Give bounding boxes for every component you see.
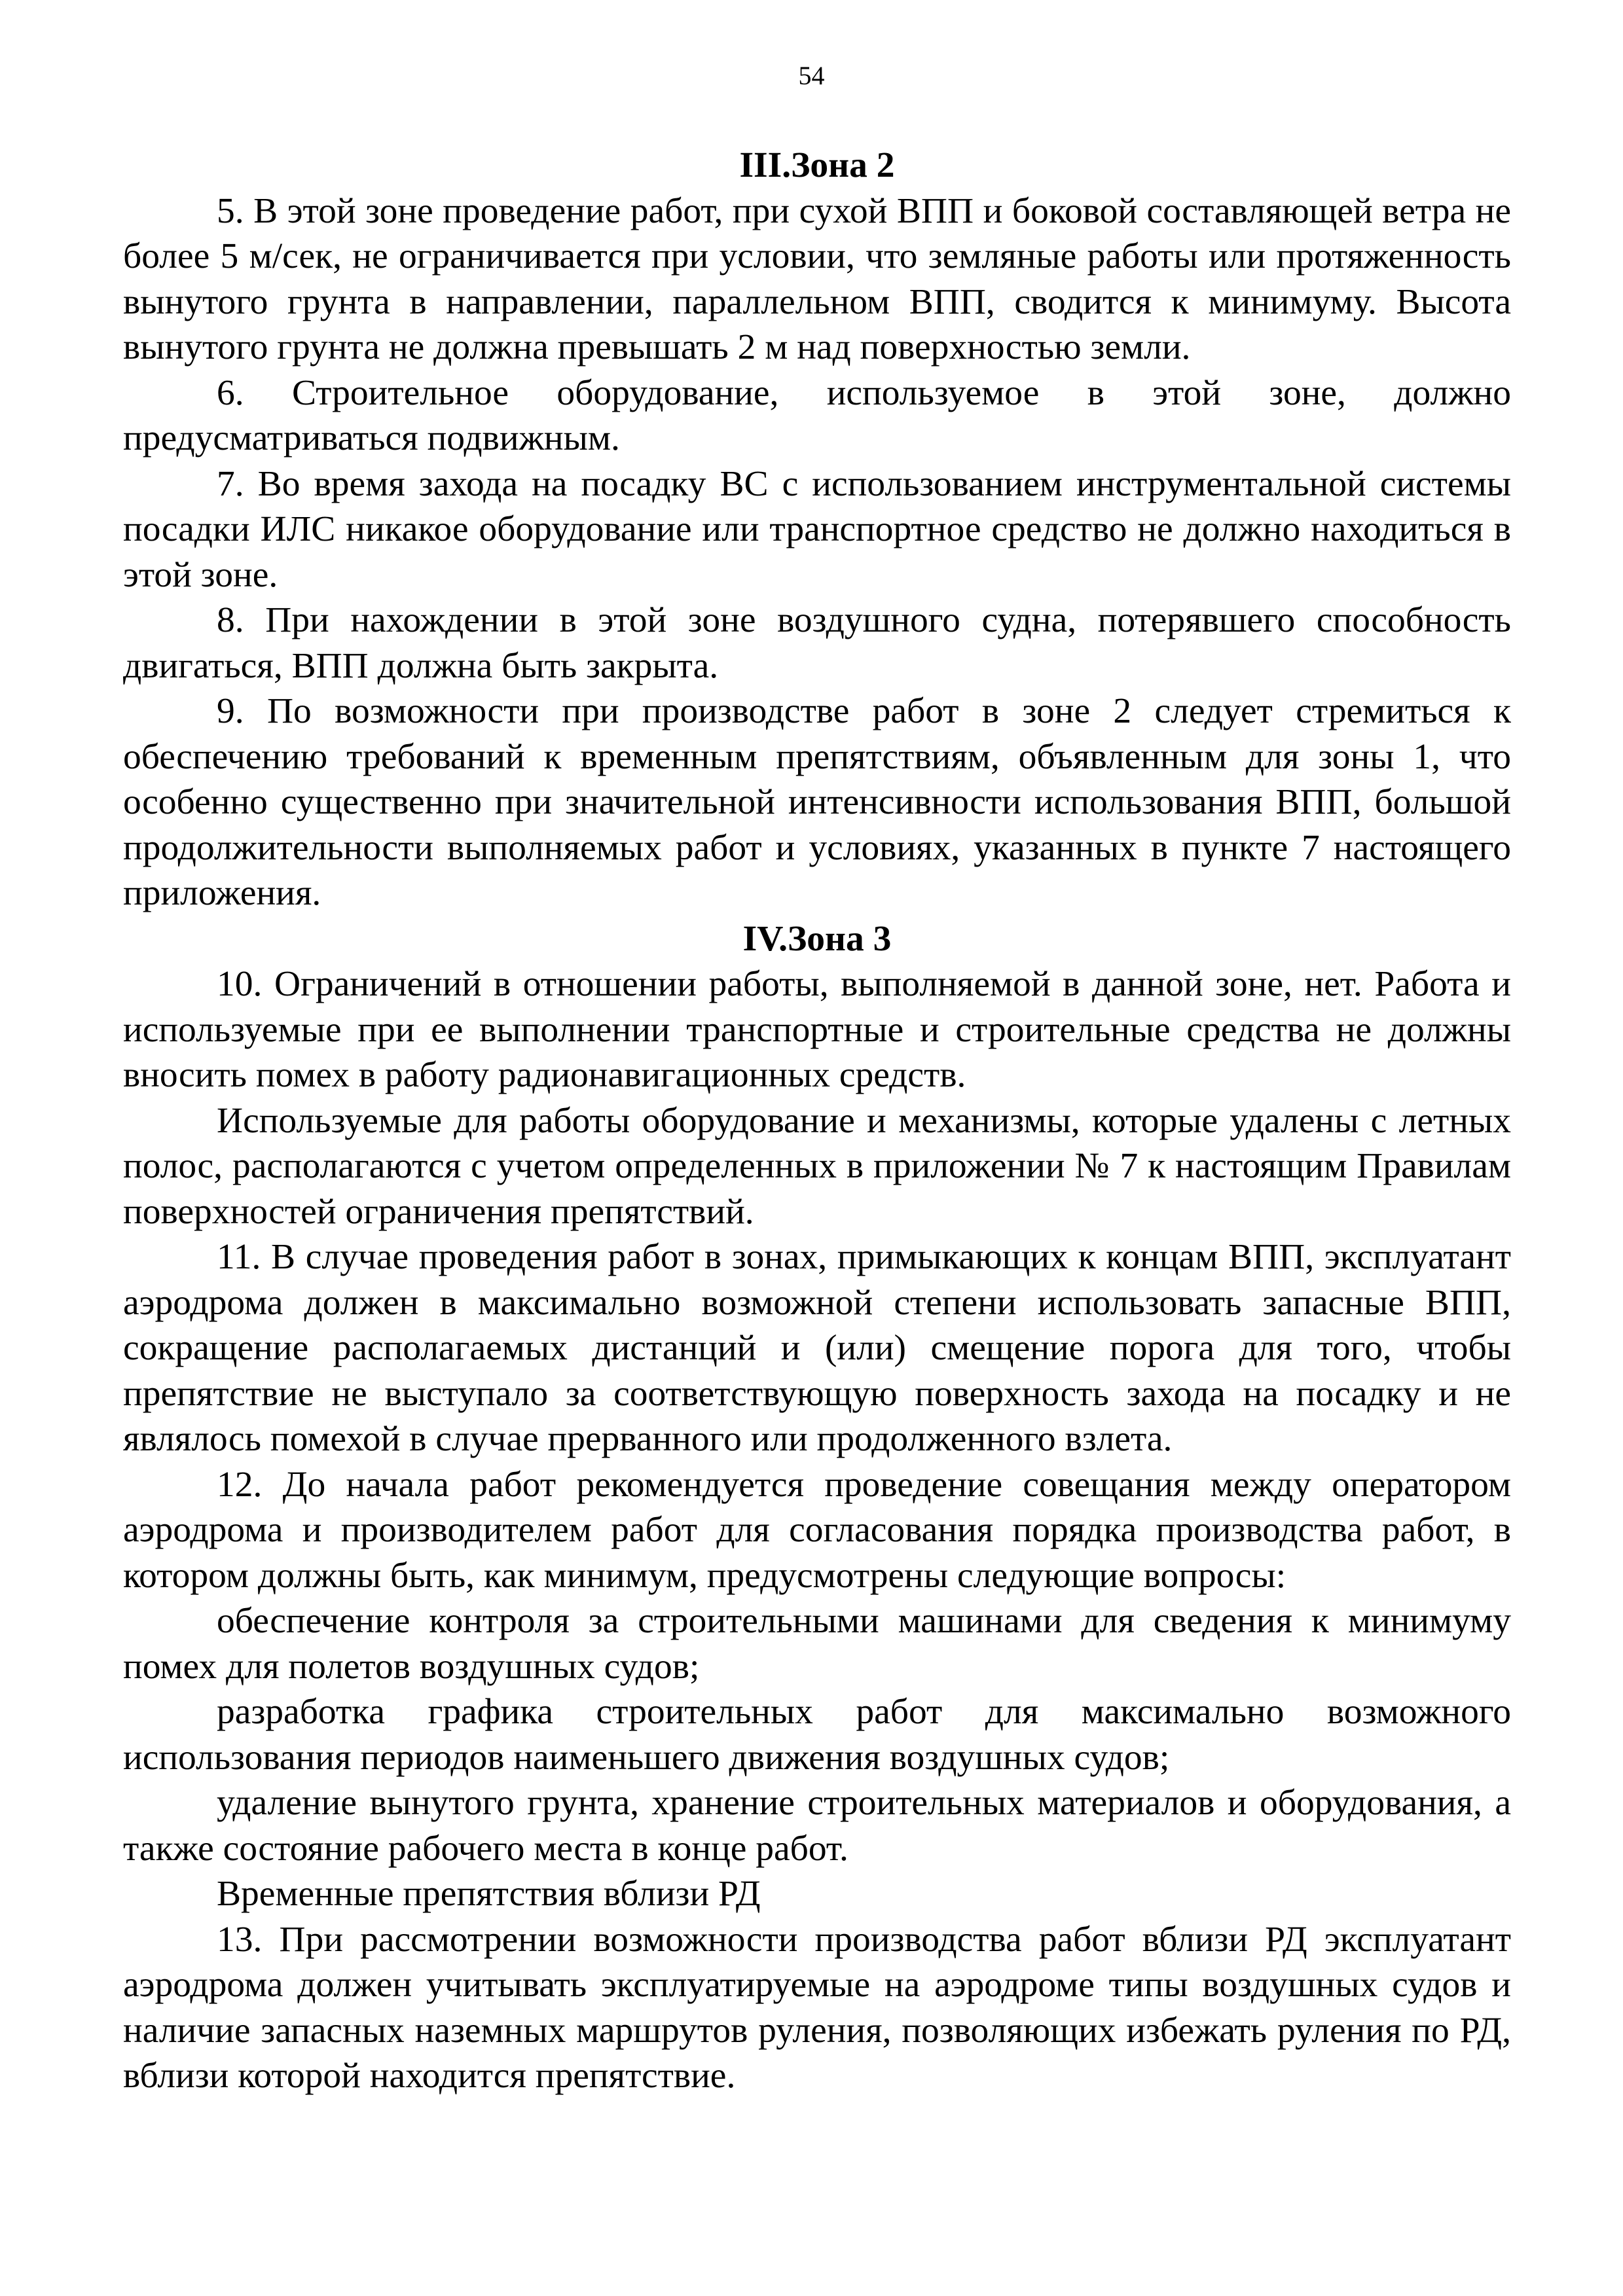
section-heading-zone-2: III.Зона 2 xyxy=(739,145,895,185)
paragraph-8: 8. При нахождении в этой зоне воздушного судна, потерявшего способность двигаться, ВПП должна быть закрыта. xyxy=(123,600,1511,686)
paragraph-11: 11. В случае проведения работ в зонах, примыкающих к концам ВПП, эксплуатант аэродрома должен в максимально возможной степени использовать запасные ВПП, сокращение располагаемых дистанций и (или) смещение порога для того, чтобы препятствие не выступало за соответствующую поверхность захода на посадку и не являлось помехой в случае прерванного или продолженного взлета. xyxy=(123,1237,1511,1459)
paragraph-6: 6. Строительное оборудование, используемое в этой зоне, должно предусматриваться подвижным. xyxy=(123,372,1511,458)
paragraph-12-item-1: обеспечение контроля за строительными машинами для сведения к минимуму помех для полетов воздушных судов; xyxy=(123,1601,1511,1687)
paragraph-5: 5. В этой зоне проведение работ, при сухой ВПП и боковой составляющей ветра не более 5 м/сек, не ограничивается при условии, что земляные работы или протяженность вынутого грунта в направлении, параллельном ВПП, сводится к минимуму. Высота вынутого грунта не должна превышать 2 м над поверхностью земли. xyxy=(123,190,1511,367)
paragraph-13: 13. При рассмотрении возможности производства работ вблизи РД эксплуатант аэродрома должен учитывать эксплуатируемые на аэродроме типы воздушных судов и наличие запасных наземных маршрутов руления, позволяющих избежать руления по РД, вблизи которой находится препятствие. xyxy=(123,1919,1511,2096)
section-heading-zone-3: IV.Зона 3 xyxy=(742,918,892,959)
paragraph-10-equipment: Используемые для работы оборудование и механизмы, которые удалены с летных полос, располагаются с учетом определенных в приложении № 7 к настоящим Правилам поверхностей ограничения препятствий. xyxy=(123,1100,1511,1232)
document-body xyxy=(123,143,1511,2099)
subheading-temporary-obstacles-taxiway: Временные препятствия вблизи РД xyxy=(217,1874,761,1914)
paragraph-12: 12. До начала работ рекомендуется проведение совещания между оператором аэродрома и производителем работ для согласования порядка производства работ, в котором должны быть, как минимум, предусмотрены следующие вопросы: xyxy=(123,1464,1511,1596)
paragraph-9: 9. По возможности при производстве работ в зоне 2 следует стремиться к обеспечению требований к временным препятствиям, объявленным для зоны 1, что особенно существенно при значительной интенсивности использования ВПП, большой продолжительности выполняемых работ и условиях, указанных в пункте 7 настоящего приложения. xyxy=(123,691,1511,913)
paragraph-7: 7. Во время захода на посадку ВС с использованием инструментальной системы посадки ИЛС никакое оборудование или транспортное средство не должно находиться в этой зоне. xyxy=(123,463,1511,595)
paragraph-12-item-3: удаление вынутого грунта, хранение строительных материалов и оборудования, а также состояние рабочего места в конце работ. xyxy=(123,1783,1511,1869)
paragraph-12-item-2: разработка графика строительных работ для максимально возможного использования периодов наименьшего движения воздушных судов; xyxy=(123,1692,1511,1778)
paragraph-10: 10. Ограничений в отношении работы, выполняемой в данной зоне, нет. Работа и используемые при ее выполнении транспортные и строительные средства не должны вносить помех в работу радионавигационных средств. xyxy=(123,964,1511,1095)
page-number: 54 xyxy=(798,61,825,90)
